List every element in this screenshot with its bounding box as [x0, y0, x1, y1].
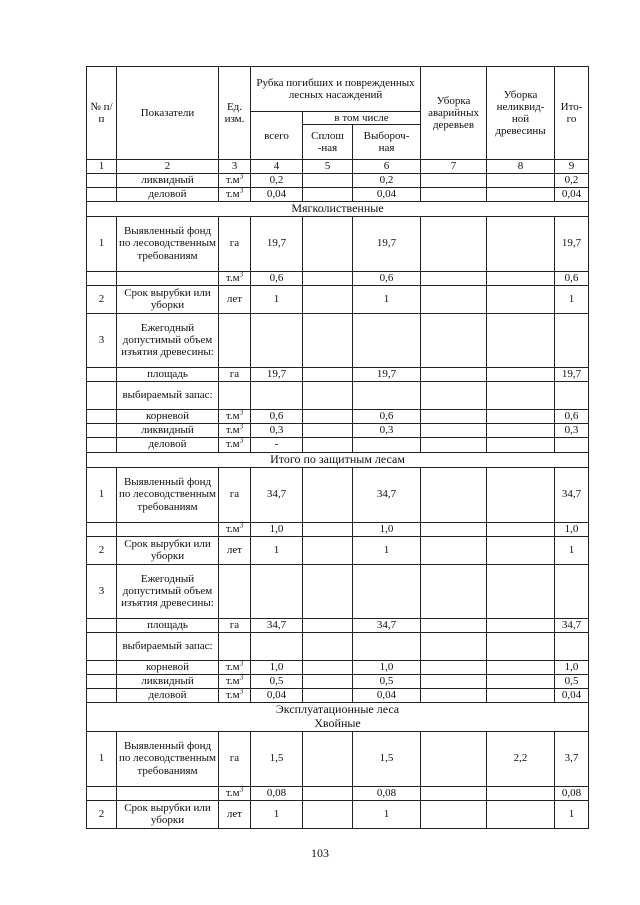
page-number: 103 — [311, 846, 329, 860]
table-row: ликвидный $т.м^3$ 0,2 0,2 0,2 — [87, 173, 589, 187]
table-row: 2 Срок вырубки или уборки лет 1 1 1 — [87, 285, 589, 313]
column-number: 2 — [117, 160, 219, 173]
table-row: 1 Выявленный фонд по лесоводственным требованиям га 19,7 19,7 19,7 — [87, 216, 589, 271]
column-number: 7 — [421, 160, 487, 173]
section-total-protective: Итого по защитным лесам — [87, 452, 589, 467]
header-num: № п/п — [87, 67, 117, 160]
header-selective: Выбороч- ная — [353, 125, 421, 160]
header-indicator: Показатели — [117, 67, 219, 160]
column-number: 5 — [303, 160, 353, 173]
table-row: площадь га 34,7 34,7 34,7 — [87, 618, 589, 632]
table-row: ликвидный $т.м^3$ 0,3 0,3 0,3 — [87, 423, 589, 437]
section-exploitation — [87, 702, 589, 731]
section-conifer-title: Хвойные — [314, 715, 361, 730]
header-total: всего — [251, 112, 303, 160]
table-row: 3 Ежегодный допустимый объем изъятия древесины: — [87, 564, 589, 618]
column-number: 8 — [487, 160, 555, 173]
column-number: 4 — [251, 160, 303, 173]
document-page — [86, 66, 588, 829]
section-soft: Мягколиственные — [87, 201, 589, 216]
header-emergency: Уборка аварийных деревьев — [421, 67, 487, 160]
header-group: Рубка погибших и поврежденных лесных насаждений — [251, 67, 421, 112]
table-row: 3 Ежегодный допустимый объем изъятия древесины: — [87, 313, 589, 367]
header-unit: Ед. изм. — [219, 67, 251, 160]
table-row: площадь га 19,7 19,7 19,7 — [87, 367, 589, 381]
table-row: 2 Срок вырубки или уборки лет 1 1 1 — [87, 800, 589, 828]
table-row: $т.м^3$ 0,08 0,08 0,08 — [87, 786, 589, 800]
column-number: 6 — [353, 160, 421, 173]
table-row: деловой $т.м^3$ 0,04 0,04 0,04 — [87, 187, 589, 201]
table-row: выбираемый запас: — [87, 381, 589, 409]
forest-table — [86, 66, 589, 829]
header-grand: Ито- го — [555, 67, 589, 160]
header-row-1 — [87, 67, 589, 112]
column-number: 1 — [87, 160, 117, 173]
table-row: корневой $т.м^3$ 0,6 0,6 0,6 — [87, 409, 589, 423]
section-exploitation-title: Эксплуатационные леса — [275, 702, 400, 717]
table-row: 1 Выявленный фонд по лесоводственным требованиям га 34,7 34,7 34,7 — [87, 467, 589, 522]
table-row: 2 Срок вырубки или уборки лет 1 1 1 — [87, 536, 589, 564]
table-row: деловой $т.м^3$ 0,04 0,04 0,04 — [87, 688, 589, 702]
table-row: $т.м^3$ 1,0 1,0 1,0 — [87, 522, 589, 536]
column-numbers — [87, 160, 589, 173]
header-nonliquid: Уборка неликвид- ной древесины — [487, 67, 555, 160]
header-sub: в том числе — [303, 112, 421, 125]
table-row: выбираемый запас: — [87, 632, 589, 660]
table-row: ликвидный $т.м^3$ 0,5 0,5 0,5 — [87, 674, 589, 688]
table-row: 1 Выявленный фонд по лесоводственным требованиям га 1,5 1,5 2,2 3,7 — [87, 731, 589, 786]
column-number: 3 — [219, 160, 251, 173]
table-row: корневой $т.м^3$ 1,0 1,0 1,0 — [87, 660, 589, 674]
header-clear: Сплош -ная — [303, 125, 353, 160]
column-number: 9 — [555, 160, 589, 173]
table-row: $т.м^3$ 0,6 0,6 0,6 — [87, 271, 589, 285]
table-row: деловой $т.м^3$ - — [87, 437, 589, 452]
